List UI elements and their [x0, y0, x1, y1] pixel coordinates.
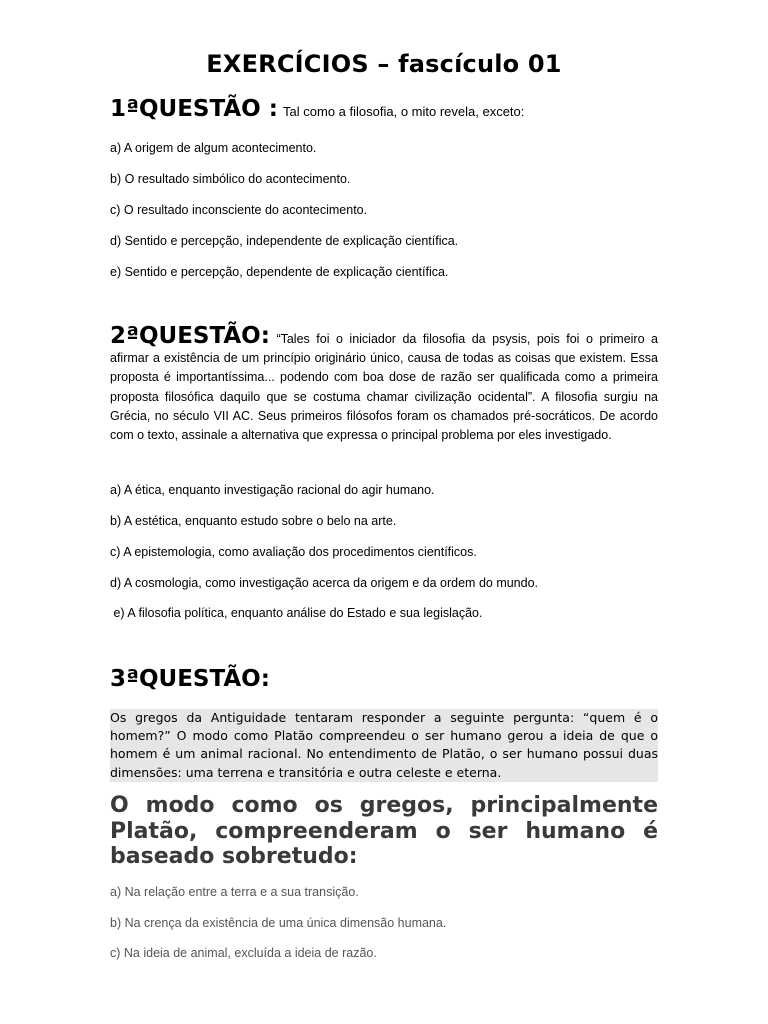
page-title: EXERCÍCIOS – fascículo 01: [206, 50, 562, 78]
question-2-option-e: e) A filosofia política, enquanto análise do Estado e sua legislação.: [110, 606, 483, 620]
question-1-option-d: d) Sentido e percepção, independente de explicação científica.: [110, 234, 459, 248]
question-2-prompt: “Tales foi o iniciador da filosofia da psysis, pois foi o primeiro a afirmar a existência de um princípio originário único, causa de todas as coisas que existem. Essa proposta é importantíssima... podendo com boa dose de razão ser qualificada como a primeira proposta filosófica daquilo que se costuma chamar civilização ocidental”. A filosofia surgiu na Grécia, no século VII AC. Seus primeiros filósofos foram os chamados pré-socráticos. De acordo com o texto, assinale a alternativa que expressa o principal problema por eles investigado.: [110, 332, 658, 443]
question-3-option-b: b) Na crença da existência de uma única dimensão humana.: [110, 916, 447, 930]
question-1-option-a: a) A origem de algum acontecimento.: [110, 141, 317, 155]
question-3-label: 3ªQUESTÃO:: [110, 666, 270, 692]
question-3-option-c: c) Na ideia de animal, excluída a ideia de razão.: [110, 946, 377, 960]
question-2-option-b: b) A estética, enquanto estudo sobre o belo na arte.: [110, 514, 397, 528]
question-1-prompt: Tal como a filosofia, o mito revela, exceto:: [283, 104, 525, 119]
question-3-option-a: a) Na relação entre a terra e a sua transição.: [110, 885, 359, 899]
question-1-option-e: e) Sentido e percepção, dependente de explicação científica.: [110, 265, 449, 279]
question-1-option-b: b) O resultado simbólico do acontecimento.: [110, 172, 351, 186]
question-2-label: 2ªQUESTÃO:: [110, 323, 270, 349]
question-2-option-d: d) A cosmologia, como investigação acerca da origem e da ordem do mundo.: [110, 576, 539, 590]
question-1-header: [110, 96, 658, 122]
question-3-context: Os gregos da Antiguidade tentaram responder a seguinte pergunta: “quem é o homem?” O modo como Platão compreendeu o ser humano gerou a ideia de que o homem é um animal racional. No entendimento de Platão, o ser humano possui duas dimensões: uma terrena e transitória e outra celeste e eterna.: [110, 709, 658, 782]
question-1-option-c: c) O resultado inconsciente do acontecimento.: [110, 203, 368, 217]
question-3-prompt: O modo como os gregos, principalmente Platão, compreenderam o ser humano é baseado sobretudo:: [110, 793, 658, 869]
question-2-option-c: c) A epistemologia, como avaliação dos procedimentos científicos.: [110, 545, 477, 559]
question-2-option-a: a) A ética, enquanto investigação racional do agir humano.: [110, 483, 435, 497]
question-2-block: [110, 323, 658, 445]
question-1-label: 1ªQUESTÃO :: [110, 96, 278, 122]
